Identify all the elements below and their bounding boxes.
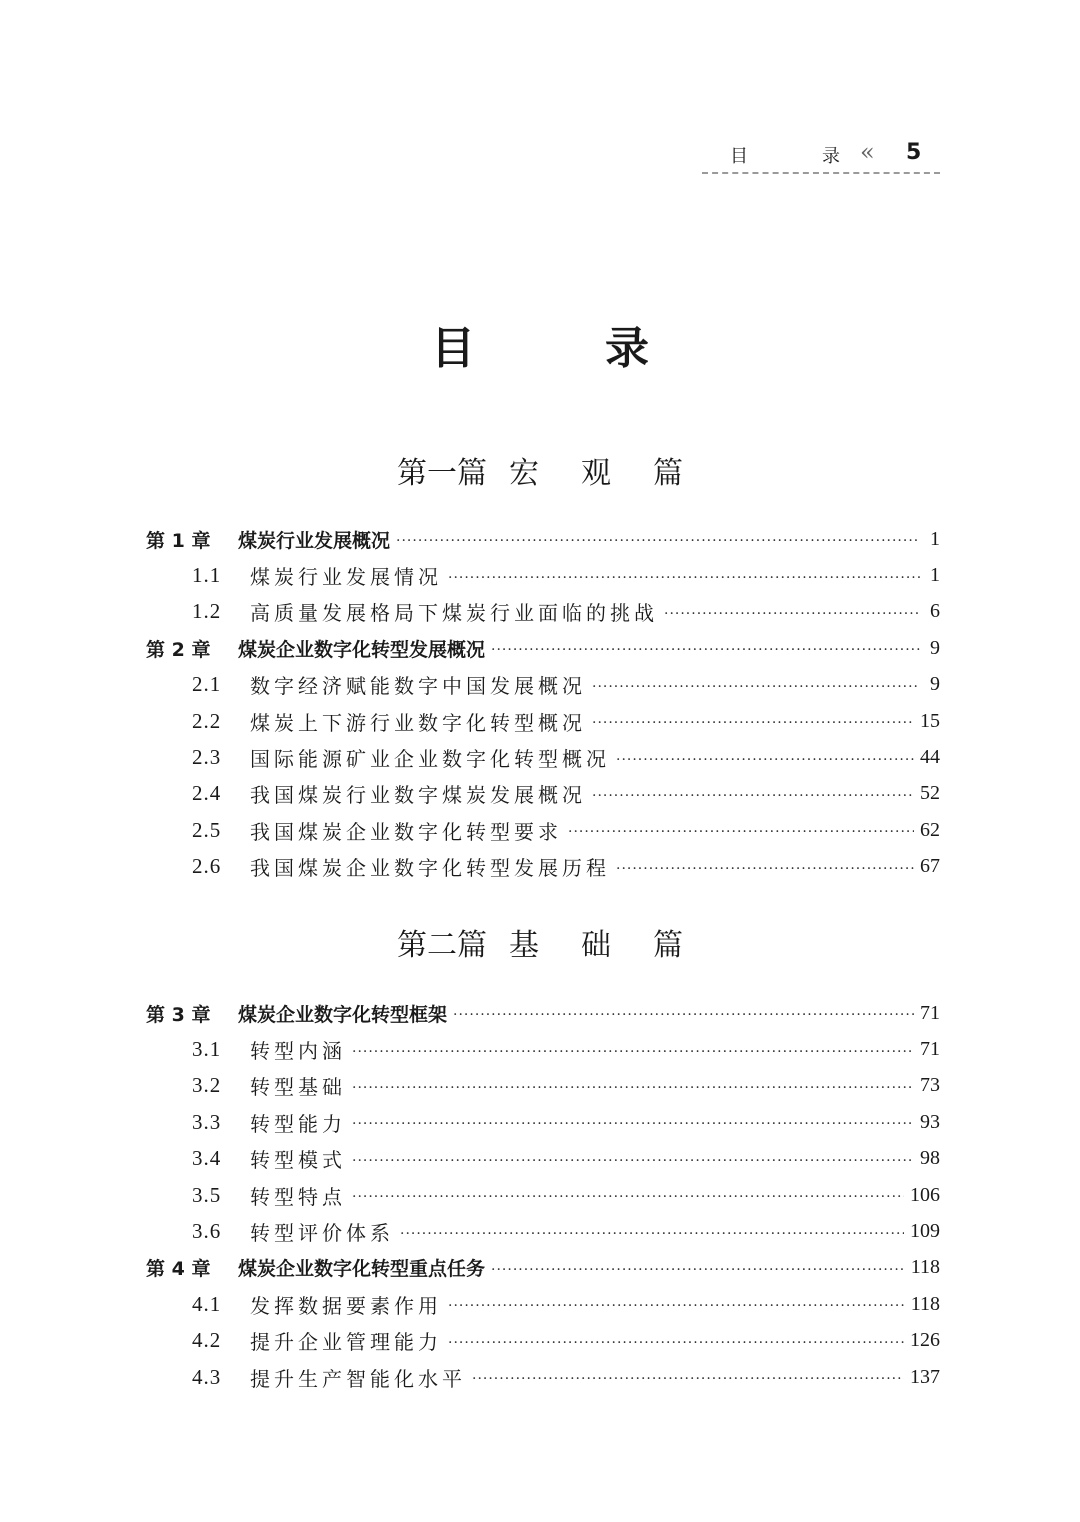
section-number: 2.6 bbox=[192, 854, 222, 879]
page-ref: 44 bbox=[920, 746, 940, 769]
dot-leader bbox=[448, 1298, 905, 1314]
toc-section-2-5[interactable] bbox=[146, 812, 940, 848]
page-ref: 1 bbox=[930, 564, 940, 587]
part-label: 第一篇 bbox=[397, 456, 487, 491]
part-name-char: 观 bbox=[581, 456, 611, 491]
page-title-char1: 目 bbox=[431, 323, 475, 374]
page-ref: 9 bbox=[930, 636, 940, 659]
dot-leader bbox=[664, 606, 920, 622]
dot-leader bbox=[491, 1262, 905, 1278]
toc-section-2-2[interactable] bbox=[146, 703, 940, 739]
dot-leader bbox=[472, 1371, 904, 1387]
part-name-char: 础 bbox=[581, 928, 611, 963]
toc-chapter-4[interactable] bbox=[146, 1250, 940, 1286]
section-title: 转型模式 bbox=[250, 1148, 346, 1173]
dot-leader bbox=[396, 533, 920, 549]
dot-leader bbox=[616, 861, 914, 877]
chapter-number: 第 4 章 bbox=[146, 1258, 211, 1281]
section-number: 3.4 bbox=[192, 1146, 222, 1171]
toc-section-2-3[interactable] bbox=[146, 739, 940, 775]
part-title-1 bbox=[0, 448, 1080, 492]
section-title: 我国煤炭企业数字化转型发展历程 bbox=[250, 856, 610, 881]
chapter-title: 煤炭企业数字化转型发展概况 bbox=[238, 638, 486, 661]
running-head-title-char2: 录 bbox=[822, 146, 840, 167]
dot-leader bbox=[448, 1335, 904, 1351]
section-title: 煤炭上下游行业数字化转型概况 bbox=[250, 710, 586, 735]
chapter-title: 煤炭企业数字化转型重点任务 bbox=[238, 1258, 486, 1281]
section-number: 1.2 bbox=[192, 599, 222, 624]
section-number: 2.3 bbox=[192, 745, 222, 770]
page-ref: 118 bbox=[910, 1292, 940, 1315]
page-ref: 62 bbox=[920, 818, 940, 841]
dot-leader bbox=[491, 642, 920, 658]
section-number: 4.1 bbox=[192, 1291, 222, 1316]
page-ref: 67 bbox=[920, 855, 940, 878]
section-number: 4.2 bbox=[192, 1328, 222, 1353]
section-number: 2.4 bbox=[192, 781, 222, 806]
section-title: 转型基础 bbox=[250, 1075, 346, 1100]
dot-leader bbox=[568, 824, 914, 840]
section-title: 提升生产智能化水平 bbox=[250, 1366, 466, 1391]
toc-section-3-3[interactable] bbox=[146, 1104, 940, 1140]
section-title: 数字经济赋能数字中国发展概况 bbox=[250, 674, 586, 699]
toc-section-2-4[interactable] bbox=[146, 776, 940, 812]
chapter-number: 第 3 章 bbox=[146, 1003, 211, 1026]
part-name-char: 篇 bbox=[653, 456, 683, 491]
toc-chapter-2[interactable] bbox=[146, 630, 940, 666]
section-title: 高质量发展格局下煤炭行业面临的挑战 bbox=[250, 601, 658, 626]
section-number: 3.1 bbox=[192, 1037, 222, 1062]
dot-leader bbox=[592, 715, 914, 731]
toc-section-4-2[interactable] bbox=[146, 1323, 940, 1359]
dot-leader bbox=[592, 679, 920, 695]
dot-leader bbox=[352, 1189, 904, 1205]
part-name-char: 基 bbox=[509, 928, 539, 963]
dot-leader bbox=[453, 1007, 914, 1023]
part-name-char: 宏 bbox=[509, 456, 539, 491]
dot-leader bbox=[592, 788, 914, 804]
page-number: 5 bbox=[906, 140, 922, 165]
section-number: 3.2 bbox=[192, 1073, 222, 1098]
section-title: 发挥数据要素作用 bbox=[250, 1293, 442, 1318]
chapter-number: 第 2 章 bbox=[146, 638, 211, 661]
toc-section-3-6[interactable] bbox=[146, 1213, 940, 1249]
chapter-number: 第 1 章 bbox=[146, 529, 211, 552]
section-title: 转型特点 bbox=[250, 1184, 346, 1209]
toc-part-2 bbox=[146, 995, 940, 1395]
section-number: 2.5 bbox=[192, 817, 222, 842]
toc-section-4-3[interactable] bbox=[146, 1359, 940, 1395]
page-ref: 106 bbox=[910, 1183, 940, 1206]
page-ref: 6 bbox=[930, 600, 940, 623]
toc-section-1-1[interactable] bbox=[146, 557, 940, 593]
page-title-char2: 录 bbox=[605, 323, 649, 374]
section-title: 转型内涵 bbox=[250, 1039, 346, 1064]
section-number: 4.3 bbox=[192, 1364, 222, 1389]
page-ref: 109 bbox=[910, 1220, 940, 1243]
toc-part-1 bbox=[146, 521, 940, 885]
page-ref: 9 bbox=[930, 673, 940, 696]
toc-section-3-2[interactable] bbox=[146, 1068, 940, 1104]
section-number: 1.1 bbox=[192, 563, 222, 588]
toc-section-3-5[interactable] bbox=[146, 1177, 940, 1213]
page-ref: 98 bbox=[920, 1147, 940, 1170]
part-label: 第二篇 bbox=[397, 928, 487, 963]
section-number: 2.1 bbox=[192, 672, 222, 697]
toc-section-4-1[interactable] bbox=[146, 1286, 940, 1322]
toc-chapter-1[interactable] bbox=[146, 521, 940, 557]
page-ref: 126 bbox=[910, 1329, 940, 1352]
toc-section-1-2[interactable] bbox=[146, 594, 940, 630]
section-title: 转型评价体系 bbox=[250, 1221, 394, 1246]
section-title: 我国煤炭企业数字化转型要求 bbox=[250, 819, 562, 844]
section-number: 2.2 bbox=[192, 708, 222, 733]
page-ref: 118 bbox=[910, 1256, 940, 1279]
section-title: 国际能源矿业企业数字化转型概况 bbox=[250, 747, 610, 772]
page-ref: 52 bbox=[920, 782, 940, 805]
dot-leader bbox=[448, 570, 920, 586]
page-ref: 93 bbox=[920, 1110, 940, 1133]
chapter-title: 煤炭企业数字化转型框架 bbox=[238, 1003, 448, 1026]
dot-leader bbox=[352, 1080, 914, 1096]
toc-section-2-6[interactable] bbox=[146, 849, 940, 885]
part-title-2 bbox=[0, 920, 1080, 964]
dot-leader bbox=[352, 1153, 914, 1169]
dot-leader bbox=[352, 1116, 914, 1132]
dot-leader bbox=[400, 1226, 904, 1242]
section-number: 3.3 bbox=[192, 1109, 222, 1134]
section-title: 我国煤炭行业数字煤炭发展概况 bbox=[250, 783, 586, 808]
chapter-title: 煤炭行业发展概况 bbox=[238, 529, 391, 552]
page-ref: 137 bbox=[910, 1365, 940, 1388]
toc-chapter-3[interactable] bbox=[146, 995, 940, 1031]
page-ref: 71 bbox=[920, 1038, 940, 1061]
running-head bbox=[702, 138, 940, 174]
page-ref: 15 bbox=[920, 709, 940, 732]
dot-leader bbox=[352, 1044, 914, 1060]
dot-leader bbox=[616, 752, 914, 768]
page-ref: 71 bbox=[920, 1001, 940, 1024]
running-head-title-char1: 目 bbox=[730, 146, 748, 167]
part-name-char: 篇 bbox=[653, 928, 683, 963]
page-title bbox=[0, 312, 1080, 376]
section-title: 煤炭行业发展情况 bbox=[250, 565, 442, 590]
toc-section-3-4[interactable] bbox=[146, 1141, 940, 1177]
section-number: 3.6 bbox=[192, 1219, 222, 1244]
toc-section-3-1[interactable] bbox=[146, 1031, 940, 1067]
section-number: 3.5 bbox=[192, 1182, 222, 1207]
section-title: 转型能力 bbox=[250, 1111, 346, 1136]
section-title: 提升企业管理能力 bbox=[250, 1330, 442, 1355]
double-chevron-left-icon: « bbox=[860, 138, 869, 166]
page-ref: 1 bbox=[930, 527, 940, 550]
page-ref: 73 bbox=[920, 1074, 940, 1097]
toc-section-2-1[interactable] bbox=[146, 667, 940, 703]
